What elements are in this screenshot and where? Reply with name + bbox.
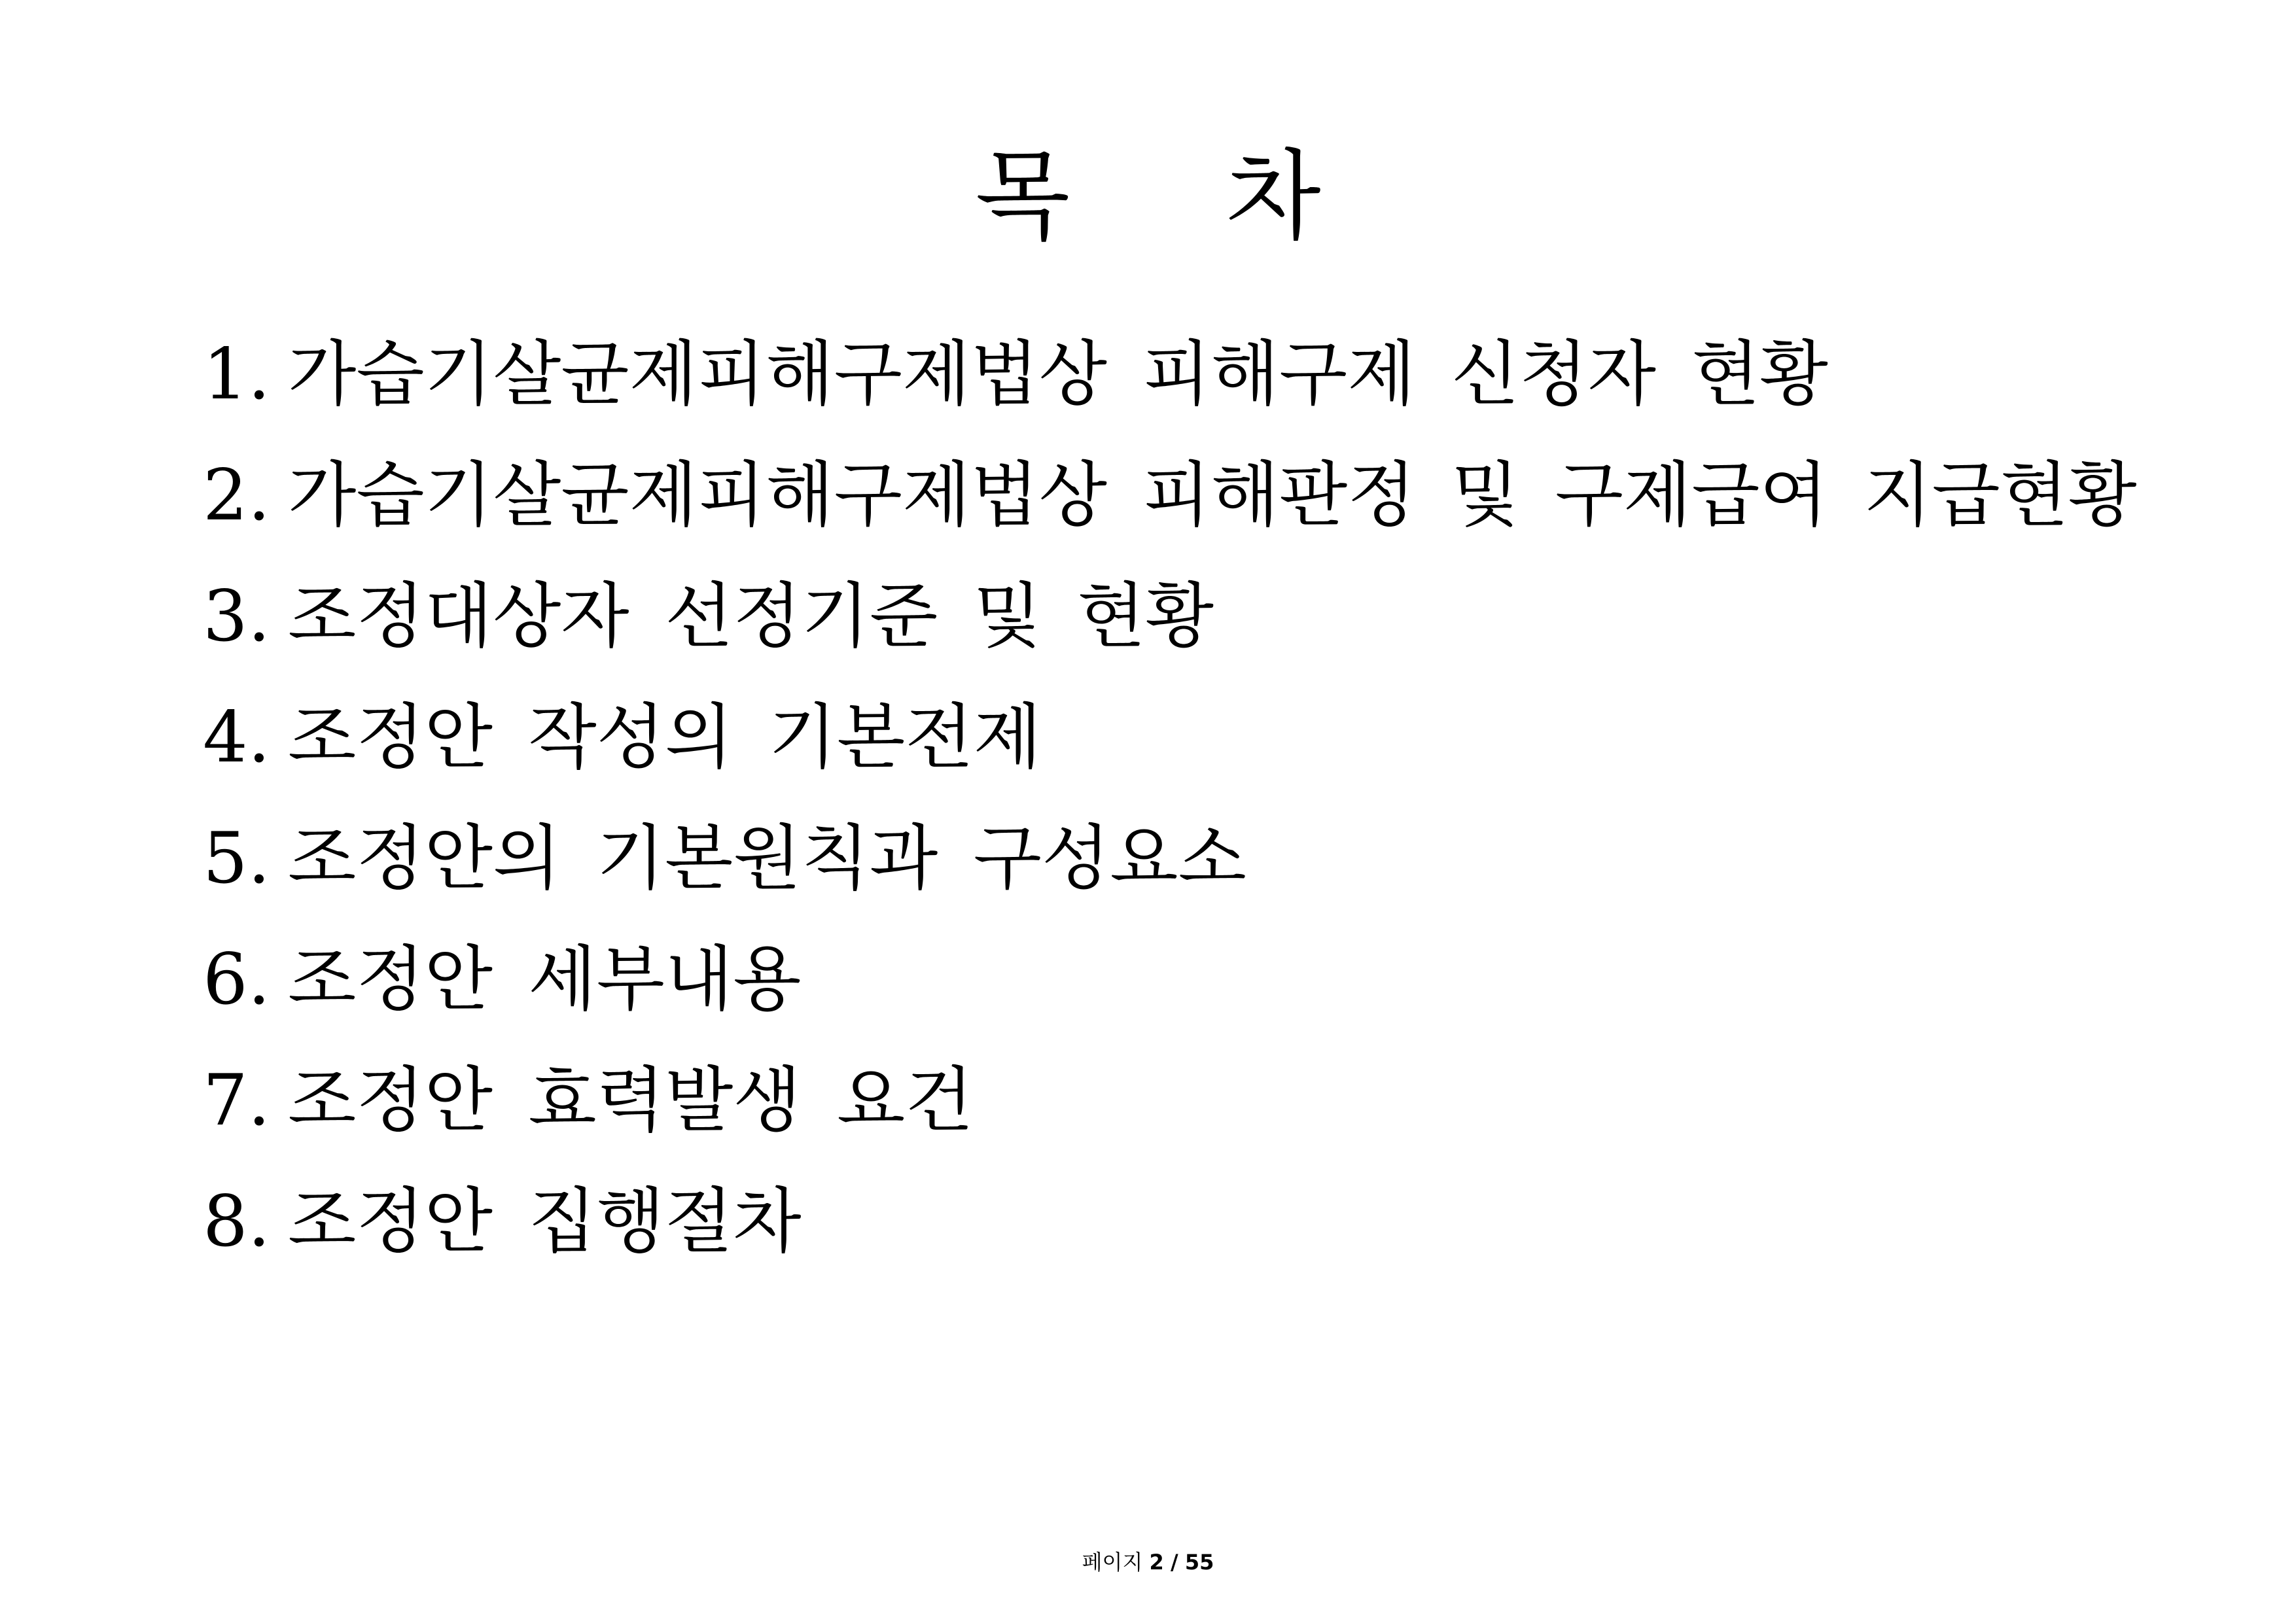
toc-item-number: 1. <box>203 334 271 415</box>
page-current: 2 <box>1149 1550 1164 1575</box>
toc-item-number: 6. <box>203 939 271 1021</box>
toc-item-text: 조정안의 기본원칙과 구성요소 <box>288 818 1246 899</box>
toc-item-text: 조정안 작성의 기본전제 <box>288 697 1042 778</box>
page-label: 페이지 <box>1082 1550 1143 1575</box>
toc-item-number: 8. <box>203 1181 271 1263</box>
table-of-contents <box>203 314 2137 1282</box>
toc-item-number: 5. <box>203 818 271 899</box>
page-footer <box>0 1549 2296 1575</box>
toc-item-number: 3. <box>203 576 271 657</box>
toc-item-6 <box>203 919 2137 1040</box>
toc-item-5 <box>203 798 2137 919</box>
toc-item-text: 가습기살균제피해구제법상 피해판정 및 구제급여 지급현황 <box>288 455 2137 536</box>
toc-item-number: 7. <box>203 1060 271 1142</box>
toc-item-3 <box>203 556 2137 677</box>
toc-item-text: 조정대상자 선정기준 및 현황 <box>288 576 1214 657</box>
toc-item-8 <box>203 1161 2137 1282</box>
toc-item-1 <box>203 314 2137 435</box>
toc-item-4 <box>203 677 2137 798</box>
toc-item-number: 4. <box>203 697 271 778</box>
page-total: 55 <box>1184 1550 1214 1575</box>
toc-item-text: 조정안 집행절차 <box>288 1181 802 1263</box>
toc-item-7 <box>203 1040 2137 1161</box>
page-title: 목 차 <box>975 139 1321 254</box>
toc-item-number: 2. <box>203 455 271 536</box>
toc-item-text: 가습기살균제피해구제법상 피해구제 신청자 현황 <box>288 334 1828 415</box>
toc-item-2 <box>203 435 2137 556</box>
toc-item-text: 조정안 효력발생 요건 <box>288 1060 974 1142</box>
page-separator: / <box>1170 1550 1178 1575</box>
toc-item-text: 조정안 세부내용 <box>288 939 802 1021</box>
